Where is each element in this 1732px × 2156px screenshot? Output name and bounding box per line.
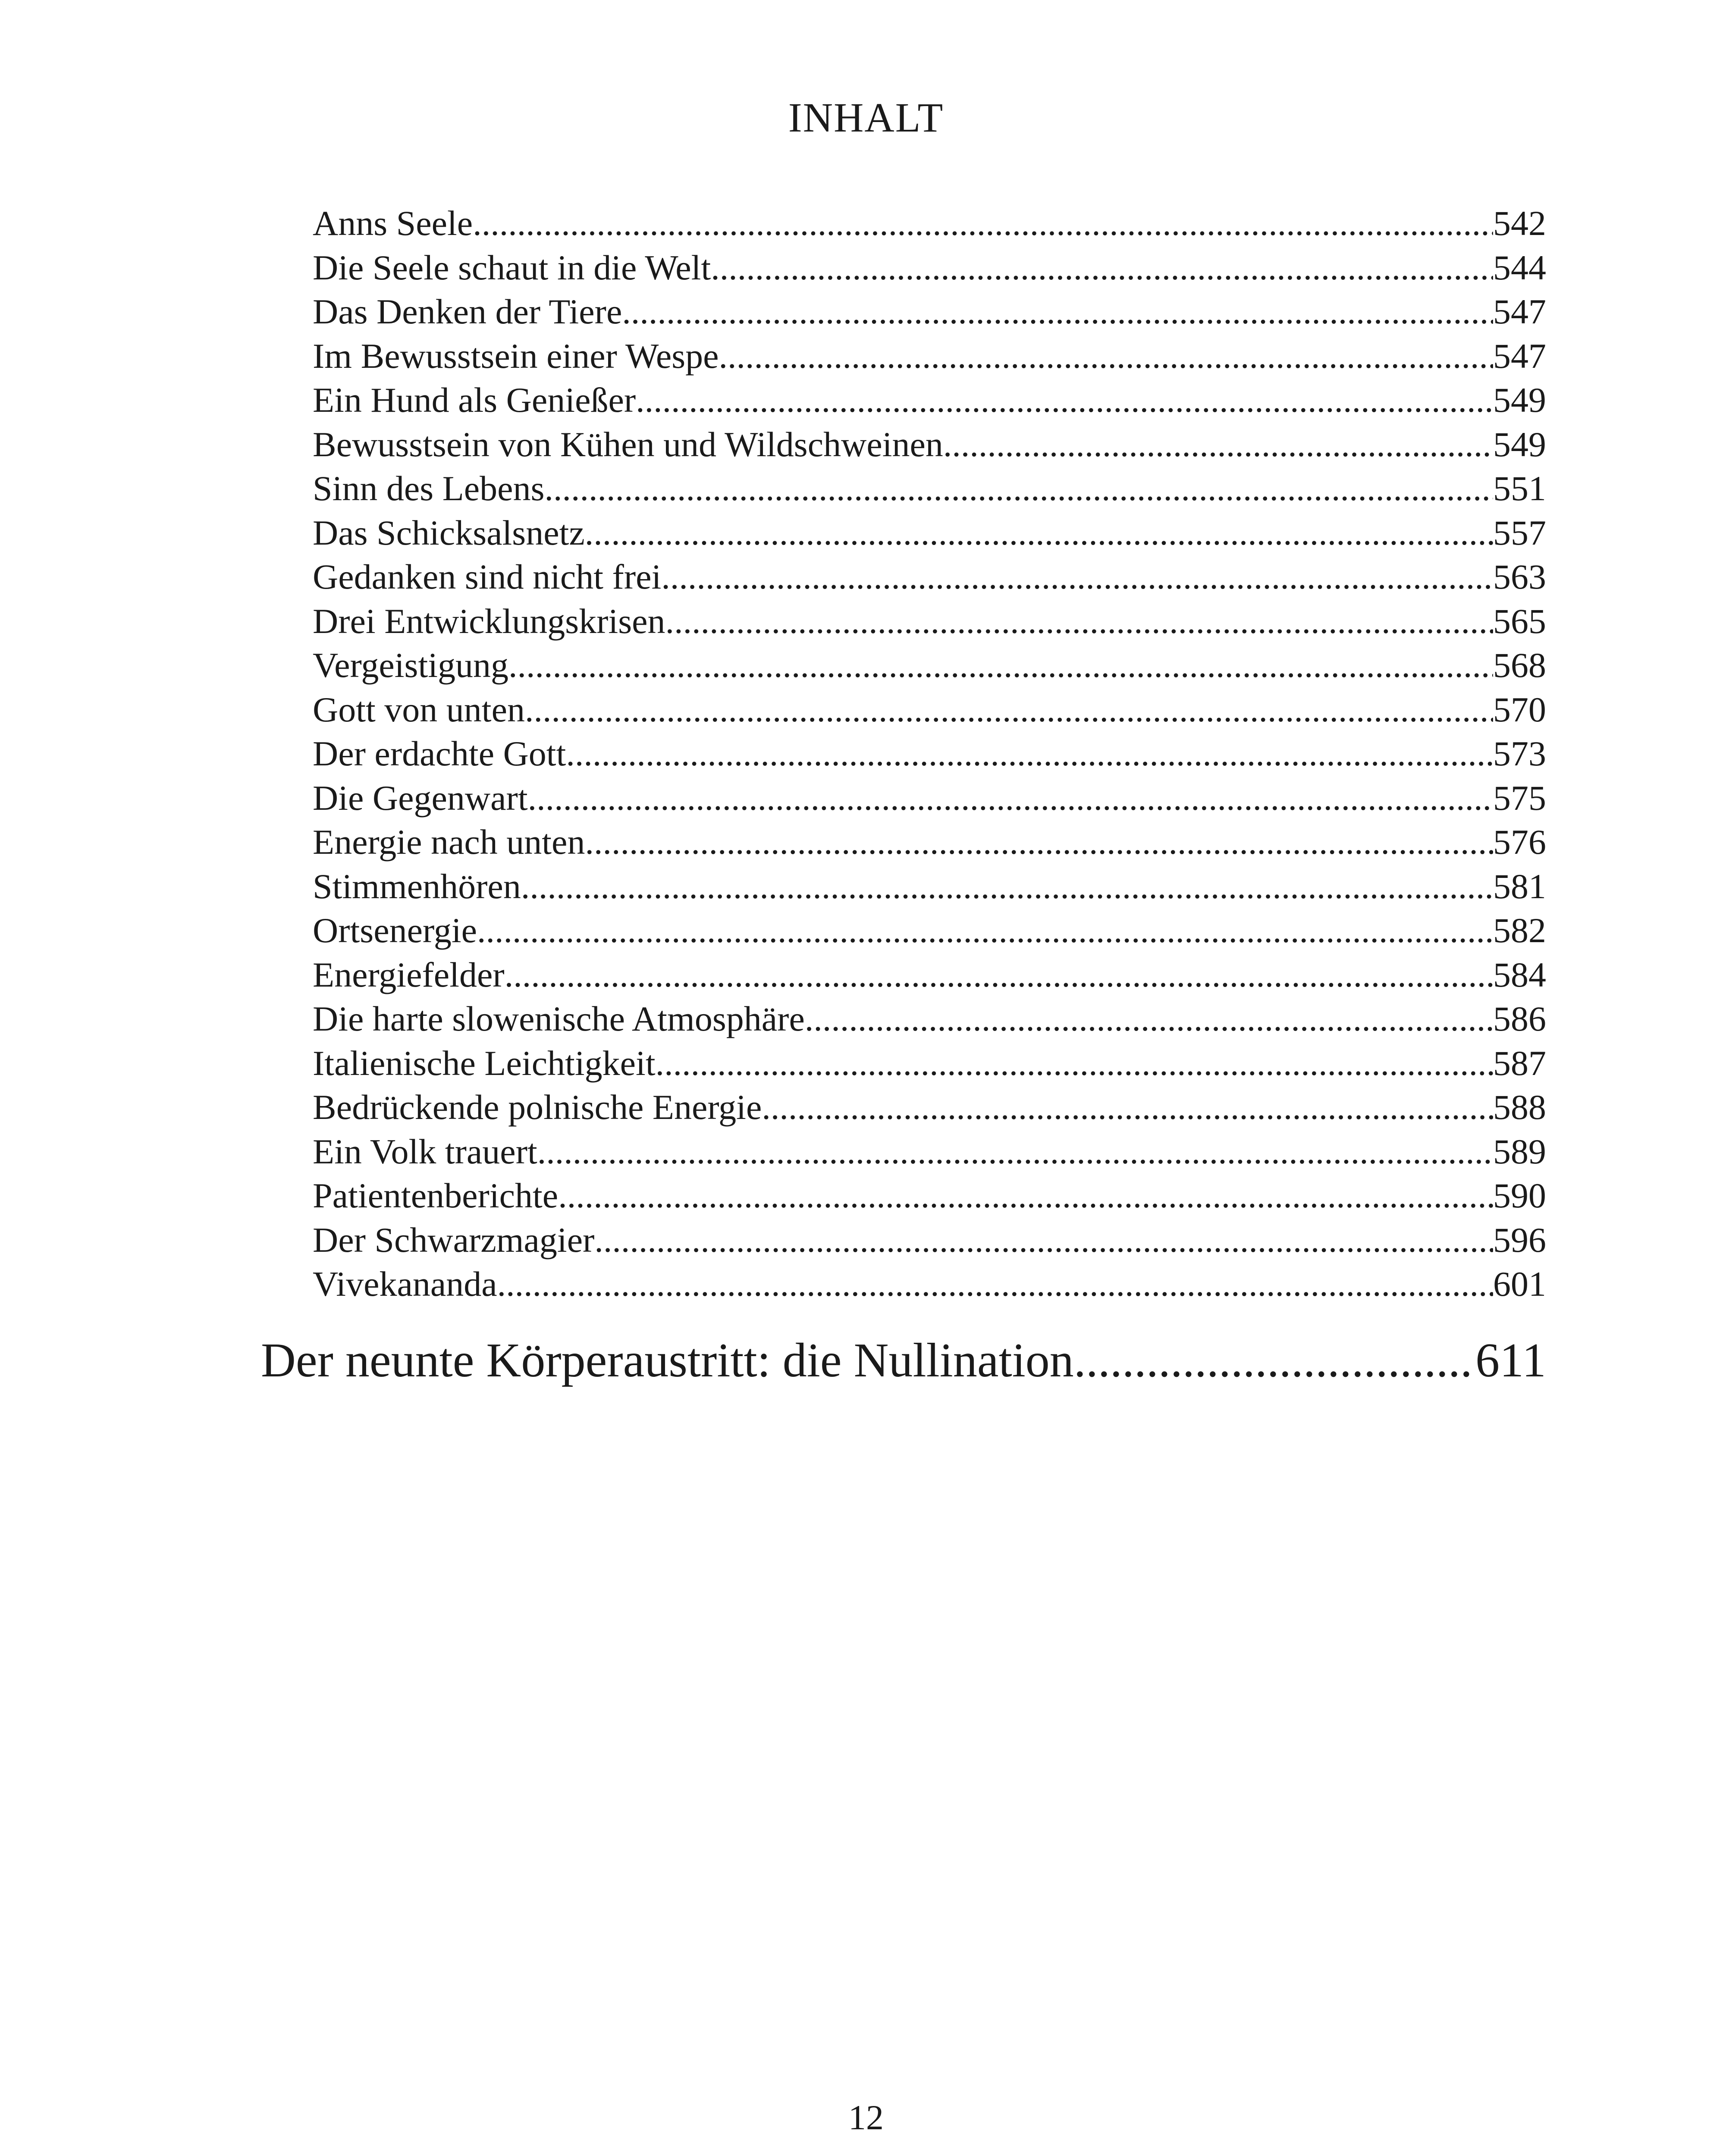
dot-leader	[1074, 1330, 1475, 1391]
toc-entry-page: 551	[1493, 469, 1546, 508]
chapter-entry-title: Der neunte Körperaustritt: die Nullination	[261, 1334, 1074, 1387]
toc-entry	[313, 246, 1546, 290]
toc-entry	[313, 334, 1546, 379]
toc-entry-page: 576	[1493, 822, 1546, 862]
dot-leader	[656, 1041, 1493, 1086]
chapter-entry	[261, 1330, 1546, 1391]
dot-leader	[636, 378, 1493, 423]
toc-entry-page: 563	[1493, 557, 1546, 596]
toc-entry-page: 588	[1493, 1087, 1546, 1127]
toc-entry-title: Patientenberichte	[313, 1176, 559, 1215]
dot-leader	[805, 997, 1493, 1041]
toc-entry	[313, 643, 1546, 688]
toc-entry	[313, 1218, 1546, 1263]
dot-leader	[521, 865, 1493, 909]
toc-entry-page: 586	[1493, 999, 1546, 1038]
toc-entry-title: Die harte slowenische Atmosphäre	[313, 999, 805, 1038]
toc-entry-page: 584	[1493, 955, 1546, 994]
dot-leader	[537, 1130, 1493, 1174]
toc-entry-page: 573	[1493, 734, 1546, 773]
dot-leader	[473, 201, 1493, 246]
toc-entry-page: 590	[1493, 1176, 1546, 1215]
toc-entry-page: 547	[1493, 336, 1546, 376]
toc-entry-title: Bewusstsein von Kühen und Wildschweinen	[313, 424, 943, 464]
dot-leader	[528, 776, 1493, 821]
toc-entry	[313, 378, 1546, 423]
toc-entry	[313, 423, 1546, 467]
dot-leader	[661, 555, 1493, 599]
toc-entry-title: Im Bewusstsein einer Wespe	[313, 336, 719, 376]
toc-entry-title: Sinn des Lebens	[313, 469, 545, 508]
toc-entry-page: 575	[1493, 778, 1546, 818]
toc-entry	[313, 1130, 1546, 1174]
toc-entry-page: 581	[1493, 866, 1546, 906]
dot-leader	[585, 820, 1493, 865]
toc-entry-page: 587	[1493, 1043, 1546, 1083]
dot-leader	[477, 909, 1493, 953]
page-header: INHALT	[788, 94, 944, 141]
toc-entry-page: 596	[1493, 1220, 1546, 1260]
dot-leader	[558, 1174, 1493, 1218]
dot-leader	[762, 1085, 1493, 1130]
dot-leader	[566, 732, 1493, 776]
toc-entry	[313, 776, 1546, 821]
toc-entry-title: Energiefelder	[313, 955, 505, 994]
toc-entry-title: Vivekananda	[313, 1264, 497, 1304]
toc-entry	[313, 909, 1546, 953]
toc-entry	[313, 1041, 1546, 1086]
toc-entry	[313, 865, 1546, 909]
toc-entry-page: 565	[1493, 601, 1546, 641]
dot-leader	[497, 1262, 1493, 1307]
toc-entry-title: Der erdachte Gott	[313, 734, 566, 773]
toc-entry-title: Der Schwarzmagier	[313, 1220, 595, 1260]
toc-entry-title: Drei Entwicklungskrisen	[313, 601, 665, 641]
toc-entry	[313, 290, 1546, 334]
toc-entry-title: Gott von unten	[313, 689, 525, 729]
toc-entry	[313, 467, 1546, 511]
toc-entry-title: Ortsenergie	[313, 911, 477, 950]
toc-entry	[313, 732, 1546, 776]
toc-entry-page: 542	[1493, 204, 1546, 243]
toc-entry	[313, 953, 1546, 997]
toc-entry-title: Vergeistigung	[313, 646, 509, 685]
dot-leader	[585, 511, 1493, 555]
toc-entry-title: Italienische Leichtigkeit	[313, 1043, 656, 1083]
toc-entry	[313, 997, 1546, 1041]
page-number: 12	[848, 2098, 884, 2137]
toc-entry-title: Ein Hund als Genießer	[313, 380, 636, 420]
toc-entry-page: 601	[1493, 1264, 1546, 1304]
dot-leader	[544, 467, 1493, 511]
dot-leader	[943, 423, 1493, 467]
toc-entry-title: Gedanken sind nicht frei	[313, 557, 662, 596]
toc-entry-page: 549	[1493, 424, 1546, 464]
toc-entry-page: 544	[1493, 248, 1546, 287]
toc-entry	[313, 688, 1546, 732]
toc-list	[313, 201, 1546, 1307]
chapter-entry-page: 611	[1475, 1334, 1546, 1387]
toc-entry-page: 549	[1493, 380, 1546, 420]
toc-entry-title: Energie nach unten	[313, 822, 585, 862]
toc-entry-title: Das Denken der Tiere	[313, 292, 622, 331]
toc-entry-page: 582	[1493, 911, 1546, 950]
dot-leader	[525, 688, 1493, 732]
toc-entry	[313, 201, 1546, 246]
toc-entry-title: Ein Volk trauert	[313, 1131, 537, 1171]
toc-entry	[313, 1262, 1546, 1307]
toc-entry	[313, 555, 1546, 599]
toc-entry-page: 589	[1493, 1131, 1546, 1171]
toc-entry-title: Bedrückende polnische Energie	[313, 1087, 762, 1127]
dot-leader	[508, 643, 1493, 688]
toc-entry	[313, 511, 1546, 555]
toc-entry-page: 557	[1493, 513, 1546, 552]
toc-entry	[313, 1174, 1546, 1218]
dot-leader	[622, 290, 1493, 334]
dot-leader	[719, 334, 1493, 379]
toc-entry-page: 568	[1493, 646, 1546, 685]
toc-entry	[313, 1085, 1546, 1130]
toc-entry-title: Die Seele schaut in die Welt	[313, 248, 711, 287]
toc-entry	[313, 820, 1546, 865]
toc-entry-title: Stimmenhören	[313, 866, 521, 906]
toc-entry-title: Die Gegenwart	[313, 778, 528, 818]
toc-entry-title: Anns Seele	[313, 204, 473, 243]
dot-leader	[665, 599, 1493, 644]
dot-leader	[505, 953, 1493, 997]
toc-entry-title: Das Schicksalsnetz	[313, 513, 585, 552]
toc-entry-page: 570	[1493, 689, 1546, 729]
dot-leader	[711, 246, 1493, 290]
toc-entry	[313, 599, 1546, 644]
toc-entry-page: 547	[1493, 292, 1546, 331]
dot-leader	[594, 1218, 1493, 1263]
